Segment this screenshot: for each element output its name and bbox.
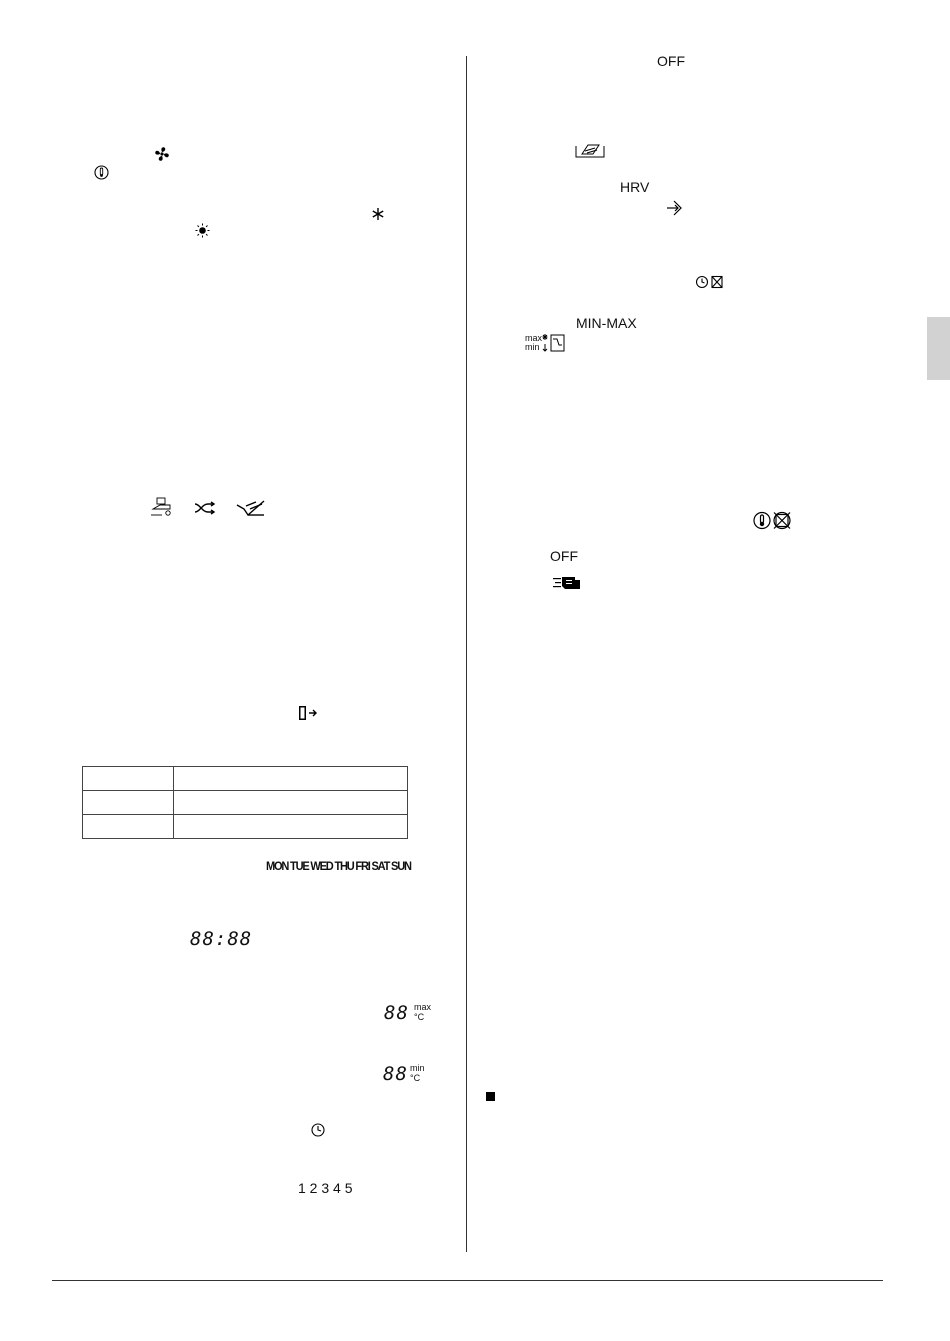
table-cell xyxy=(83,815,174,839)
blank-table xyxy=(82,766,408,839)
program-numbers: 1 2 3 4 5 xyxy=(298,1180,353,1196)
hrv-ventilation-icon xyxy=(665,200,683,216)
snowflake-icon xyxy=(371,207,385,221)
thermometer-icon xyxy=(94,165,109,180)
table-cell xyxy=(83,767,174,791)
defrost-icon xyxy=(150,497,174,517)
footer-rule xyxy=(52,1280,883,1281)
timer-disabled-icon xyxy=(696,275,724,289)
table-row xyxy=(83,767,408,791)
minmax-setpoint-icon xyxy=(525,333,567,353)
minmax-max-text: max xyxy=(525,333,543,343)
table-cell xyxy=(174,791,408,815)
temp-min-digits: 88 xyxy=(383,1063,408,1085)
swing-icon xyxy=(194,501,216,515)
sun-icon xyxy=(195,223,210,238)
air-outlet-icon xyxy=(236,499,266,517)
table-cell xyxy=(174,815,408,839)
table-row xyxy=(83,791,408,815)
table-cell xyxy=(83,791,174,815)
bullet-square xyxy=(486,1092,495,1101)
off-label-top: OFF xyxy=(657,53,685,69)
fan-icon xyxy=(154,146,170,162)
filter-icon xyxy=(575,142,605,159)
weekday-indicator: MON TUE WED THU FRI SAT SUN xyxy=(266,859,411,873)
hand-pointer-icon xyxy=(553,574,583,592)
exit-door-icon xyxy=(298,705,318,721)
minmax-min-text: min xyxy=(525,342,540,352)
temp-max-label: max xyxy=(414,1002,432,1012)
table-cell xyxy=(174,767,408,791)
temp-min-unit: °C xyxy=(410,1073,421,1083)
column-divider xyxy=(466,56,467,1252)
off-label-bottom: OFF xyxy=(550,548,578,564)
clock-icon xyxy=(311,1123,325,1137)
temp-max-unit: °C xyxy=(414,1012,425,1022)
hrv-label: HRV xyxy=(620,179,650,195)
temp-max-digits: 88 xyxy=(384,1002,409,1024)
temp-min-label: min xyxy=(410,1063,425,1073)
min-max-label: MIN-MAX xyxy=(576,315,637,331)
table-row xyxy=(83,815,408,839)
thermostat-disabled-icon xyxy=(753,511,793,530)
section-tab xyxy=(927,317,950,380)
clock-display: 88:88 xyxy=(190,928,253,950)
